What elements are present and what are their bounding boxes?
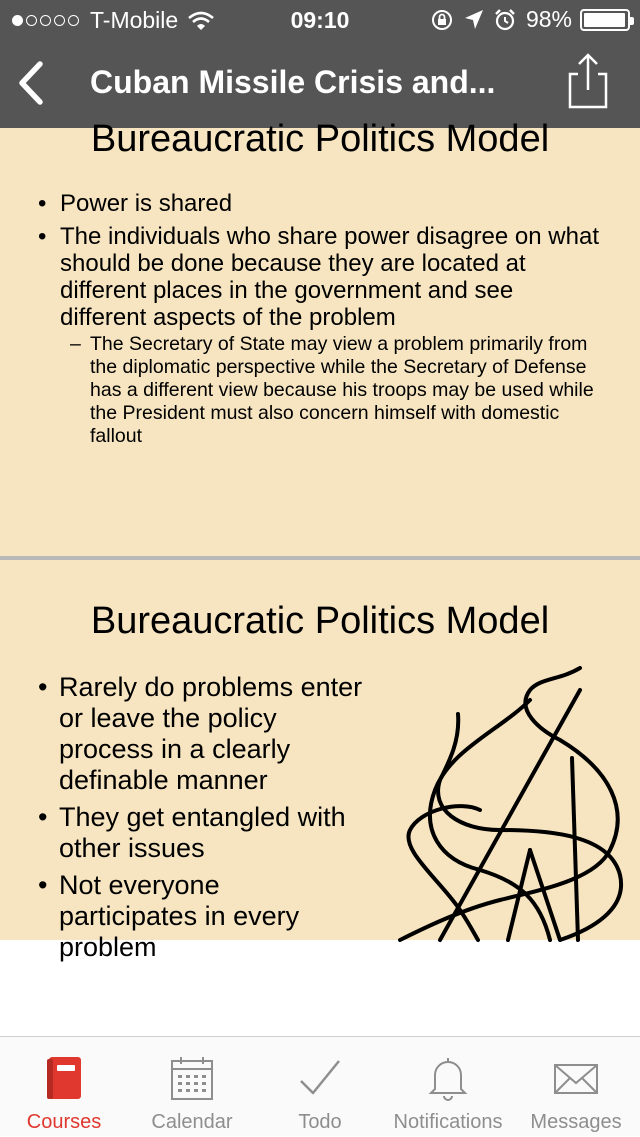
status-bar — [0, 0, 640, 40]
bullet-item — [38, 190, 598, 217]
bullet-marker: • — [38, 223, 47, 250]
bullet-text: They get entangled with other issues — [59, 802, 346, 863]
tab-bar — [0, 1036, 640, 1136]
location-arrow-icon — [464, 9, 484, 31]
bullet-text: Rarely do problems enter or leave the policy process in a clearly definable manner — [59, 672, 363, 795]
bullet-item — [38, 223, 598, 331]
tab-label: Notifications — [393, 1111, 503, 1133]
bullet-marker: • — [38, 672, 48, 702]
document-viewer[interactable] — [0, 118, 640, 962]
bullet-item — [38, 672, 398, 796]
bullet-marker: • — [38, 190, 47, 217]
tab-label: Messages — [530, 1111, 622, 1133]
tab-label: Todo — [298, 1111, 342, 1133]
tangled-lines-drawing — [380, 660, 640, 940]
status-right — [430, 6, 630, 33]
bullet-text: Not everyone participates in every problem — [59, 870, 300, 962]
tab-label: Courses — [26, 1111, 102, 1133]
bullet-text: Power is shared — [60, 190, 233, 217]
battery-nub — [630, 17, 634, 25]
tab-calendar[interactable] — [128, 1037, 256, 1137]
status-time: 09:10 — [290, 7, 350, 33]
carrier-name: T-Mobile — [90, 7, 179, 33]
share-icon — [562, 52, 614, 110]
bullet-marker: • — [38, 870, 48, 900]
slide-title: Bureaucratic Politics Model — [90, 118, 550, 160]
share-button[interactable] — [562, 52, 614, 110]
battery-percentage: 98% — [525, 6, 572, 32]
bullet-item — [38, 802, 398, 864]
bullet-marker: • — [38, 802, 48, 832]
tab-courses[interactable] — [0, 1037, 128, 1137]
checkmark-icon — [295, 1053, 345, 1103]
bell-icon — [423, 1053, 473, 1103]
tab-todo[interactable] — [256, 1037, 384, 1137]
envelope-icon — [551, 1053, 601, 1103]
calendar-icon — [167, 1053, 217, 1103]
tab-messages[interactable] — [512, 1037, 640, 1137]
book-icon — [39, 1053, 89, 1103]
tab-notifications[interactable] — [384, 1037, 512, 1137]
slide-title: Bureaucratic Politics Model — [90, 600, 550, 642]
sub-bullet-item — [70, 333, 610, 448]
battery-level — [584, 13, 625, 27]
header — [0, 0, 640, 128]
back-button[interactable] — [10, 58, 54, 108]
alarm-icon — [494, 9, 516, 31]
bullet-text: The individuals who share power disagree on what should be done because they are located at different places in the government and see different aspects of the problem — [60, 223, 599, 331]
chevron-left-icon — [10, 58, 54, 108]
bullet-marker: – — [70, 333, 81, 355]
battery-icon — [580, 9, 630, 31]
bullet-item — [38, 870, 398, 963]
nav-bar — [0, 40, 640, 128]
page-title: Cuban Missile Crisis and... — [90, 64, 496, 100]
slide — [0, 560, 640, 962]
tab-label: Calendar — [151, 1111, 233, 1133]
slide — [0, 118, 640, 556]
rotation-lock-icon — [430, 8, 454, 32]
bullet-text: The Secretary of State may view a problem primarily from the diplomatic perspective while the Secretary of Defense has a different view because his troops may be used while the President must also concern himself with domestic fallout — [90, 333, 594, 447]
